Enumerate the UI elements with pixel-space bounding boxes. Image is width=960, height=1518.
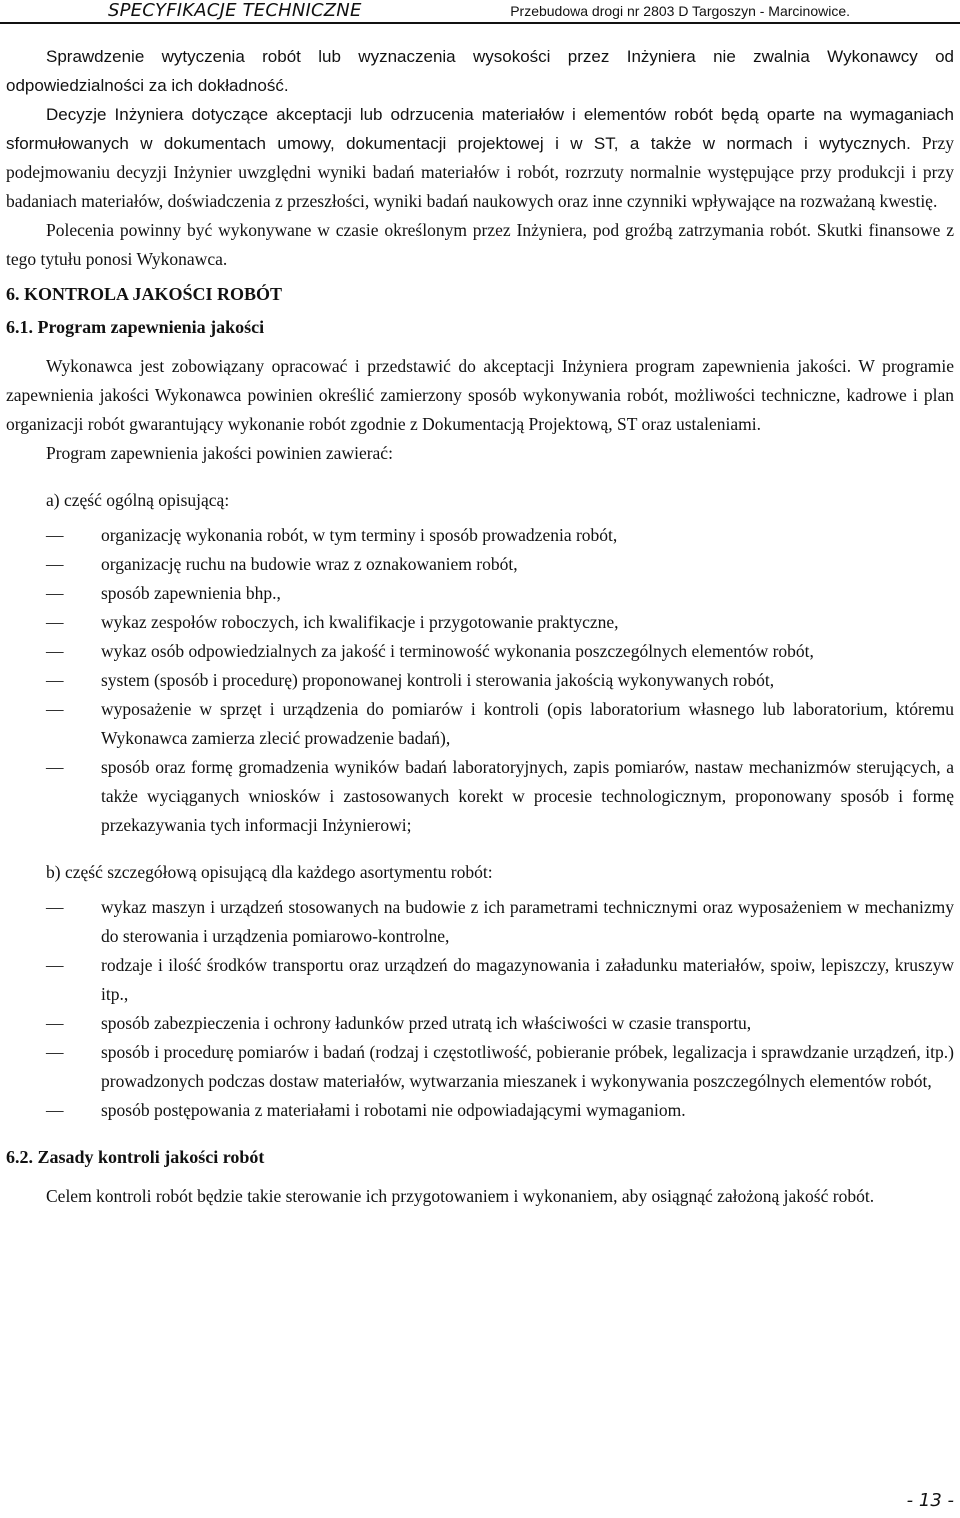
page-number: - 13 - xyxy=(906,1490,954,1511)
list-item: — sposób i procedurę pomiarów i badań (rodzaj i częstotliwość, pobieranie próbek, legalizacja i sprawdzanie urządzeń, itp.) prowadzonych podczas dostaw materiałów, wytwarzania mieszanek i wykonywania poszczególnych elementów robót, xyxy=(6,1038,954,1096)
list-item: — wykaz zespołów roboczych, ich kwalifikacje i przygotowanie praktyczne, xyxy=(6,608,954,637)
page-header xyxy=(0,0,960,22)
paragraph-verification: Sprawdzenie wytyczenia robót lub wyznaczenia wysokości przez Inżyniera nie zwalnia Wykonawcy od odpowiedzialności za ich dokładność. xyxy=(6,47,954,95)
list-item: — organizację wykonania robót, w tym terminy i sposób prowadzenia robót, xyxy=(6,521,954,550)
paragraph-program-contents: Program zapewnienia jakości powinien zawierać: xyxy=(46,443,393,463)
paragraph-orders: Polecenia powinny być wykonywane w czasie określonym przez Inżyniera, pod groźbą zatrzymania robót. Skutki finansowe z tego tytułu ponosi Wykonawca. xyxy=(6,220,954,269)
list-item: — system (sposób i procedurę) proponowanej kontroli i sterowania jakością wykonywanych robót, xyxy=(6,666,954,695)
paragraph-decisions-part2: Przy podejmowaniu decyzji Inżynier uwzględni wyniki badań materiałów i robót, rozrzuty normalnie występujące przy produkcji i przy badaniach materiałów, doświadczenia z przeszłości, wyniki badań naukowych oraz inne czynniki wpływające na rozważaną kwestię. xyxy=(6,133,954,211)
list-item: — wykaz osób odpowiedzialnych za jakość i terminowość wykonania poszczególnych elementów robót, xyxy=(6,637,954,666)
paragraph-control-goal: Celem kontroli robót będzie takie sterowanie ich przygotowaniem i wykonaniem, aby osiągnąć założoną jakość robót. xyxy=(46,1186,875,1206)
list-item: — wykaz maszyn i urządzeń stosowanych na budowie z ich parametrami technicznymi oraz wyposażeniem w mechanizmy do sterowania i urządzenia pomiarowo-kontrolne, xyxy=(6,893,954,951)
list-b xyxy=(6,893,954,1125)
list-item: — rodzaje i ilość środków transportu oraz urządzeń do magazynowania i załadunku materiałów, spoiw, lepiszczy, kruszyw itp., xyxy=(6,951,954,1009)
list-item: — sposób oraz formę gromadzenia wyników badań laboratoryjnych, zapis pomiarów, nastaw mechanizmów sterujących, a także wyciąganych wniosków i zastosowanych korekt w procesie technologicznym, proponowany sposób i formę przekazywania tych informacji Inżynierowi; xyxy=(6,753,954,840)
header-divider xyxy=(0,22,960,24)
paragraph-decisions xyxy=(6,100,954,216)
list-item: — sposób zapewnienia bhp., xyxy=(6,579,954,608)
list-a-label: a) część ogólną opisującą: xyxy=(46,490,230,510)
paragraph-decisions-part1: Decyzje Inżyniera dotyczące akceptacji lub odrzucenia materiałów i elementów robót będą oparte na wymaganiach sformułowanych w dokumentach umowy, dokumentacji projektowej i w ST, a także w normach i wytycznych. xyxy=(6,105,954,153)
list-a xyxy=(6,521,954,840)
list-item: — organizację ruchu na budowie wraz z oznakowaniem robót, xyxy=(6,550,954,579)
section-heading-6: 6. KONTROLA JAKOŚCI ROBÓT xyxy=(6,284,283,304)
document-body xyxy=(6,42,954,1211)
section-heading-6-2: 6.2. Zasady kontroli jakości robót xyxy=(6,1147,265,1167)
list-b-label: b) część szczegółową opisującą dla każdego asortymentu robót: xyxy=(46,862,493,882)
list-item: — sposób zabezpieczenia i ochrony ładunków przed utratą ich właściwości w czasie transportu, xyxy=(6,1009,954,1038)
list-item: — wyposażenie w sprzęt i urządzenia do pomiarów i kontroli (opis laboratorium własnego lub laboratorium, któremu Wykonawca zamierza zlecić prowadzenie badań), xyxy=(6,695,954,753)
section-heading-6-1: 6.1. Program zapewnienia jakości xyxy=(6,317,265,337)
header-project: Przebudowa drogi nr 2803 D Targoszyn - Marcinowice. xyxy=(510,3,850,19)
list-item: — sposób postępowania z materiałami i robotami nie odpowiadającymi wymaganiom. xyxy=(6,1096,954,1125)
header-title: SPECYFIKACJE TECHNICZNE xyxy=(108,0,362,21)
paragraph-quality-program: Wykonawca jest zobowiązany opracować i przedstawić do akceptacji Inżyniera program zapewnienia jakości. W programie zapewnienia jakości Wykonawca powinien określić zamierzony sposób wykonywania robót, możliwości techniczne, kadrowe i plan organizacji robót gwarantujący wykonanie robót zgodnie z Dokumentacją Projektową, ST oraz ustaleniami. xyxy=(6,356,954,434)
